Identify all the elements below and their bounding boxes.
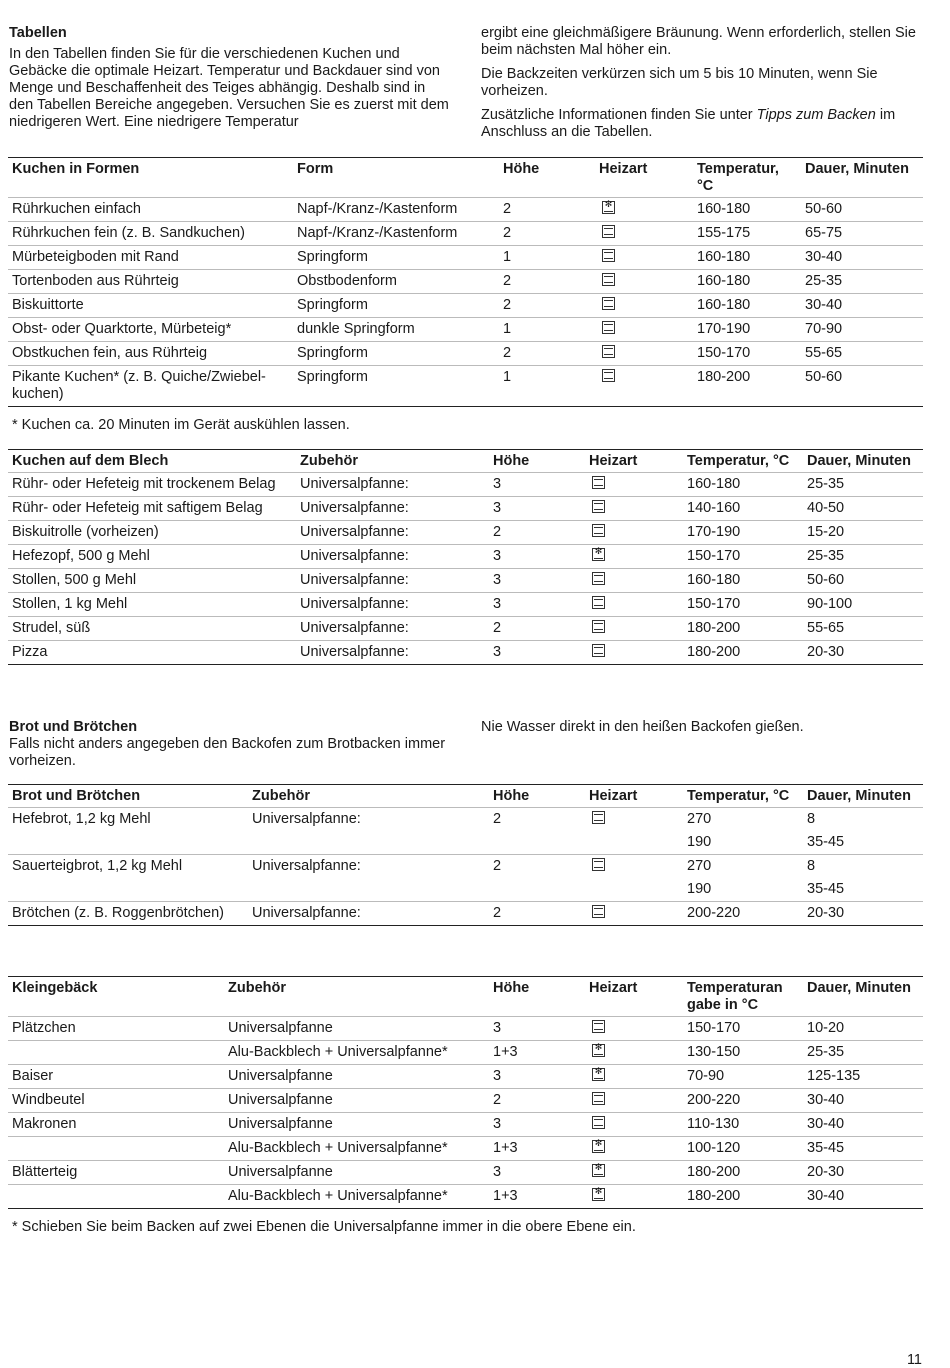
table-row <box>8 1089 923 1113</box>
table-cell-name: Sauerteigbrot, 1,2 kg Mehl <box>12 858 183 874</box>
table-cell-name: Rührkuchen einfach <box>12 201 141 217</box>
table-row <box>8 902 923 926</box>
table-cell-form: Universalpfanne: <box>300 500 409 516</box>
table-cell-temp: 155-175 <box>697 225 751 241</box>
table-cell-temp: 130-150 <box>687 1044 741 1060</box>
table-cell-name: Pizza <box>12 644 48 660</box>
table-kuchen-in-formen <box>8 157 923 407</box>
table-cell-hoehe: 3 <box>493 644 502 660</box>
heating-mode-cell <box>585 831 683 855</box>
intro-preheat-note: Die Backzeiten verkürzen sich um 5 bis 10 Minuten, wenn Sie vorheizen. <box>481 66 878 99</box>
table-cell-name: Blätterteig <box>12 1164 78 1180</box>
column-header: Temperatur, °C <box>687 788 790 804</box>
heating-mode-cell <box>585 808 683 832</box>
page-number: 11 <box>906 1352 922 1368</box>
table-cell-name: Obst- oder Quarktorte, Mürbeteig* <box>12 321 232 337</box>
table-brot-und-broetchen <box>8 784 923 926</box>
column-header: Dauer, Minuten <box>807 788 911 804</box>
table-row <box>8 473 923 497</box>
column-header: Form <box>297 161 334 177</box>
table-cell-form: Napf-/Kranz-/Kastenform <box>297 201 458 217</box>
table-cell-temp: 190 <box>687 881 712 897</box>
top-bottom-heat-icon <box>592 524 605 537</box>
top-bottom-heat-icon <box>592 1092 605 1105</box>
table-cell-dauer: 30-40 <box>807 1116 845 1132</box>
table-row <box>8 641 923 665</box>
table-cell-name <box>8 1185 224 1209</box>
table-header-row <box>8 977 923 1017</box>
table-row <box>8 198 923 222</box>
top-bottom-heat-icon <box>602 297 615 310</box>
table-cell-form: Universalpfanne: <box>252 905 361 921</box>
table-cell-hoehe: 2 <box>493 858 502 874</box>
column-header: Dauer, Minuten <box>805 161 909 177</box>
column-header: Temperatur, °C <box>697 161 779 194</box>
table-cell-name: Tortenboden aus Rührteig <box>12 273 179 289</box>
hot-air-fan-icon <box>602 201 615 214</box>
table-cell-dauer: 25-35 <box>805 273 843 289</box>
top-bottom-heat-icon <box>602 321 615 334</box>
table-cell-temp: 180-200 <box>687 1164 741 1180</box>
table-cell-name: Mürbeteigboden mit Rand <box>12 249 179 265</box>
table-cell-form: Universalpfanne <box>228 1068 333 1084</box>
table-cell-temp: 160-180 <box>687 476 741 492</box>
table-cell-hoehe: 2 <box>493 1092 502 1108</box>
table-cell-form: Springform <box>297 297 368 313</box>
column-header: Kleingebäck <box>12 980 98 996</box>
section-heading-brot: Brot und Brötchen <box>9 719 138 735</box>
table-row <box>8 1113 923 1137</box>
table-cell-temp: 170-190 <box>697 321 751 337</box>
table-cell-temp: 270 <box>687 811 712 827</box>
intro-more-info: Zusätzliche Informationen finden Sie unter Tipps zum Backen im Anschluss an die Tabellen. <box>481 107 896 140</box>
table-cell-form: Universalpfanne: <box>300 572 409 588</box>
table-cell-form: Springform <box>297 249 368 265</box>
table-cell-dauer: 50-60 <box>805 369 843 385</box>
table-cell-hoehe: 3 <box>493 548 502 564</box>
table-cell-form: Universalpfanne <box>228 1092 333 1108</box>
table-cell-hoehe: 2 <box>493 620 502 636</box>
table-cell-name: Obstkuchen fein, aus Rührteig <box>12 345 208 361</box>
table-row <box>8 1041 923 1065</box>
column-header: Zubehör <box>300 453 358 469</box>
top-bottom-heat-icon <box>602 369 615 382</box>
table-cell-dauer: 65-75 <box>805 225 843 241</box>
table-cell-form: Universalpfanne: <box>300 476 409 492</box>
table-row <box>8 318 923 342</box>
intro-left-column <box>9 25 449 138</box>
top-bottom-heat-icon <box>602 345 615 358</box>
table-cell-form: Universalpfanne: <box>300 548 409 564</box>
table-cell-hoehe: 1 <box>503 369 512 385</box>
hot-air-fan-icon <box>592 1068 605 1081</box>
table-cell-name: Strudel, süß <box>12 620 91 636</box>
table-cell-dauer: 55-65 <box>805 345 843 361</box>
table-row <box>8 497 923 521</box>
heating-mode-cell <box>585 1113 683 1137</box>
table-cell-temp: 160-180 <box>697 249 751 265</box>
top-bottom-heat-icon <box>592 620 605 633</box>
column-header: Kuchen in Formen <box>12 161 140 177</box>
table-cell-dauer: 8 <box>807 811 816 827</box>
table-cell-dauer: 30-40 <box>805 297 843 313</box>
table-header-row <box>8 450 923 473</box>
heating-mode-cell <box>585 545 683 569</box>
table-cell-dauer: 125-135 <box>807 1068 861 1084</box>
table-cell-dauer: 40-50 <box>807 500 845 516</box>
table-cell-name: Rühr- oder Hefeteig mit saftigem Belag <box>12 500 263 516</box>
table-cell-name <box>8 878 248 902</box>
heating-mode-cell <box>595 198 693 222</box>
top-bottom-heat-icon <box>602 249 615 262</box>
heating-mode-cell <box>585 521 683 545</box>
table-cell-temp: 180-200 <box>697 369 751 385</box>
column-header: Höhe <box>503 161 540 177</box>
table-cell-dauer: 10-20 <box>807 1020 845 1036</box>
heating-mode-cell <box>595 318 693 342</box>
table-cell-name: Baiser <box>12 1068 54 1084</box>
table-cell-temp: 160-180 <box>697 201 751 217</box>
table-cell-temp: 150-170 <box>687 1020 741 1036</box>
table-cell-dauer: 70-90 <box>805 321 843 337</box>
heating-mode-cell <box>585 641 683 665</box>
heating-mode-cell <box>585 1089 683 1113</box>
table-row <box>8 545 923 569</box>
heating-mode-cell <box>585 1161 683 1185</box>
table-cell-name: Windbeutel <box>12 1092 85 1108</box>
hot-air-fan-icon <box>592 548 605 561</box>
table-cell-name: Stollen, 500 g Mehl <box>12 572 137 588</box>
hot-air-fan-icon <box>592 1188 605 1201</box>
table-cell-hoehe: 2 <box>503 345 512 361</box>
table-cell-dauer: 35-45 <box>807 834 845 850</box>
heating-mode-cell <box>595 270 693 294</box>
table-row <box>8 270 923 294</box>
table-row <box>8 1185 923 1209</box>
table-cell-hoehe: 1+3 <box>493 1188 518 1204</box>
table-kleingebaeck <box>8 976 923 1209</box>
column-header: Heizart <box>589 980 638 996</box>
heating-mode-cell <box>595 222 693 246</box>
table-cell-form <box>248 831 489 855</box>
table-cell-name: Biskuittorte <box>12 297 84 313</box>
heating-mode-cell <box>585 473 683 497</box>
table-cell-dauer: 50-60 <box>805 201 843 217</box>
table-cell-form: Alu-Backblech + Universalpfanne* <box>228 1188 448 1204</box>
heating-mode-cell <box>595 294 693 318</box>
table-cell-form: dunkle Springform <box>297 321 415 337</box>
top-bottom-heat-icon <box>592 1116 605 1129</box>
heating-mode-cell <box>585 878 683 902</box>
heating-mode-cell <box>585 497 683 521</box>
table-cell-temp: 110-130 <box>687 1116 740 1132</box>
intro-paragraph-continued: ergibt eine gleichmäßigere Bräunung. Wenn erforderlich, stellen Sie beim nächsten Mal höher ein. <box>481 25 916 58</box>
table-cell-form: Alu-Backblech + Universalpfanne* <box>228 1140 448 1156</box>
heating-mode-cell <box>585 1017 683 1041</box>
bread-warning-text: Nie Wasser direkt in den heißen Backofen gießen. <box>481 719 804 735</box>
table-cell-dauer: 55-65 <box>807 620 845 636</box>
table-cell-temp: 270 <box>687 858 712 874</box>
top-bottom-heat-icon <box>592 811 605 824</box>
heating-mode-cell <box>585 902 683 926</box>
table-cell-form: Springform <box>297 369 368 385</box>
heating-mode-cell <box>585 1041 683 1065</box>
table-cell-temp: 180-200 <box>687 620 741 636</box>
table-cell-dauer: 15-20 <box>807 524 845 540</box>
table-cell-name <box>8 1137 224 1161</box>
footnote-kleingebaeck: * Schieben Sie beim Backen auf zwei Ebenen die Universalpfanne immer in die obere Ebene ein. <box>12 1219 636 1235</box>
table-row <box>8 1137 923 1161</box>
table-cell-temp: 150-170 <box>697 345 751 361</box>
column-header: Höhe <box>493 980 530 996</box>
table-cell-name: Biskuitrolle (vorheizen) <box>12 524 159 540</box>
table-cell-name: Pikante Kuchen* (z. B. Quiche/Zwiebel-kuchen) <box>12 369 266 402</box>
table-cell-dauer: 25-35 <box>807 1044 845 1060</box>
table-cell-hoehe <box>489 831 585 855</box>
hot-air-fan-icon <box>592 1140 605 1153</box>
column-header: Dauer, Minuten <box>807 453 911 469</box>
table-cell-form: Obstbodenform <box>297 273 397 289</box>
bread-intro-right <box>481 719 926 743</box>
table-cell-hoehe: 2 <box>503 225 512 241</box>
top-bottom-heat-icon <box>602 225 615 238</box>
intro-right-column <box>481 25 926 148</box>
column-header: Dauer, Minuten <box>807 980 911 996</box>
table-row <box>8 1065 923 1089</box>
column-header: Höhe <box>493 788 530 804</box>
table-row <box>8 366 923 407</box>
table-cell-dauer: 30-40 <box>807 1092 845 1108</box>
column-header: Kuchen auf dem Blech <box>12 453 169 469</box>
table-row <box>8 294 923 318</box>
table-row <box>8 1017 923 1041</box>
table-row <box>8 878 923 902</box>
heating-mode-cell <box>585 855 683 879</box>
table-cell-dauer: 30-40 <box>805 249 843 265</box>
table-cell-hoehe: 1+3 <box>493 1044 518 1060</box>
table-cell-form: Universalpfanne: <box>300 524 409 540</box>
table-cell-name <box>8 831 248 855</box>
top-bottom-heat-icon <box>602 273 615 286</box>
table-cell-form: Universalpfanne: <box>300 620 409 636</box>
table-cell-temp: 160-180 <box>687 572 741 588</box>
table-cell-dauer: 90-100 <box>807 596 853 612</box>
column-header: Heizart <box>589 453 638 469</box>
table-cell-hoehe: 3 <box>493 500 502 516</box>
table-cell-dauer: 25-35 <box>807 548 845 564</box>
table-cell-form: Universalpfanne: <box>252 858 361 874</box>
table-cell-name: Hefezopf, 500 g Mehl <box>12 548 150 564</box>
table-cell-form <box>248 878 489 902</box>
table-cell-hoehe: 1 <box>503 321 512 337</box>
table-cell-hoehe: 2 <box>503 273 512 289</box>
table-row <box>8 808 923 832</box>
table-cell-hoehe: 3 <box>493 1116 502 1132</box>
table-cell-form: Napf-/Kranz-/Kastenform <box>297 225 458 241</box>
section-heading-tabellen: Tabellen <box>9 25 67 41</box>
table-cell-name: Plätzchen <box>12 1020 76 1036</box>
footnote-kuchen: * Kuchen ca. 20 Minuten im Gerät auskühlen lassen. <box>12 417 350 433</box>
table-cell-hoehe: 2 <box>493 811 502 827</box>
table-cell-dauer: 35-45 <box>807 881 845 897</box>
table-cell-form: Springform <box>297 345 368 361</box>
table-cell-temp: 200-220 <box>687 1092 741 1108</box>
table-cell-temp: 170-190 <box>687 524 741 540</box>
table-cell-hoehe: 3 <box>493 476 502 492</box>
table-row <box>8 222 923 246</box>
table-cell-temp: 100-120 <box>687 1140 741 1156</box>
bread-intro-left <box>9 719 449 777</box>
table-cell-name: Stollen, 1 kg Mehl <box>12 596 128 612</box>
table-cell-form: Universalpfanne <box>228 1020 333 1036</box>
table-cell-hoehe: 2 <box>493 905 502 921</box>
table-row <box>8 246 923 270</box>
table-cell-name: Hefebrot, 1,2 kg Mehl <box>12 811 151 827</box>
table-cell-temp: 150-170 <box>687 596 741 612</box>
table-cell-form: Universalpfanne: <box>300 596 409 612</box>
table-cell-temp: 160-180 <box>697 273 751 289</box>
table-cell-dauer: 20-30 <box>807 905 845 921</box>
top-bottom-heat-icon <box>592 644 605 657</box>
table-cell-hoehe: 3 <box>493 1020 502 1036</box>
table-cell-temp: 190 <box>687 834 712 850</box>
table-row <box>8 342 923 366</box>
table-row <box>8 521 923 545</box>
table-row <box>8 1161 923 1185</box>
table-row <box>8 569 923 593</box>
table-cell-dauer: 20-30 <box>807 1164 845 1180</box>
column-header: Temperatur, °C <box>687 453 790 469</box>
table-cell-form: Universalpfanne: <box>252 811 361 827</box>
top-bottom-heat-icon <box>592 476 605 489</box>
heating-mode-cell <box>585 1065 683 1089</box>
table-cell-hoehe: 1+3 <box>493 1140 518 1156</box>
heating-mode-cell <box>595 246 693 270</box>
table-cell-temp: 140-160 <box>687 500 741 516</box>
table-cell-dauer: 50-60 <box>807 572 845 588</box>
table-cell-temp: 180-200 <box>687 644 741 660</box>
table-cell-dauer: 30-40 <box>807 1188 845 1204</box>
table-cell-temp: 180-200 <box>687 1188 741 1204</box>
top-bottom-heat-icon <box>592 905 605 918</box>
table-cell-dauer: 20-30 <box>807 644 845 660</box>
table-cell-name: Rührkuchen fein (z. B. Sandkuchen) <box>12 225 245 241</box>
column-header: Temperaturan gabe in °C <box>687 980 783 1013</box>
column-header: Zubehör <box>228 980 286 996</box>
table-cell-name <box>8 1041 224 1065</box>
table-cell-hoehe: 3 <box>493 1164 502 1180</box>
heating-mode-cell <box>595 342 693 366</box>
table-cell-form: Universalpfanne <box>228 1164 333 1180</box>
top-bottom-heat-icon <box>592 572 605 585</box>
table-row <box>8 831 923 855</box>
table-cell-hoehe: 3 <box>493 572 502 588</box>
table-row <box>8 855 923 879</box>
table-cell-form: Universalpfanne <box>228 1116 333 1132</box>
heating-mode-cell <box>595 366 693 407</box>
top-bottom-heat-icon <box>592 858 605 871</box>
table-cell-form: Alu-Backblech + Universalpfanne* <box>228 1044 448 1060</box>
table-cell-dauer: 8 <box>807 858 816 874</box>
table-row <box>8 593 923 617</box>
top-bottom-heat-icon <box>592 500 605 513</box>
table-cell-temp: 150-170 <box>687 548 741 564</box>
table-kuchen-auf-dem-blech <box>8 449 923 665</box>
table-cell-form: Universalpfanne: <box>300 644 409 660</box>
table-cell-name: Makronen <box>12 1116 77 1132</box>
table-row <box>8 617 923 641</box>
heating-mode-cell <box>585 1185 683 1209</box>
table-cell-name: Brötchen (z. B. Roggenbrötchen) <box>12 905 224 921</box>
table-cell-temp: 70-90 <box>687 1068 725 1084</box>
table-cell-hoehe: 2 <box>493 524 502 540</box>
top-bottom-heat-icon <box>592 1020 605 1033</box>
intro-paragraph: In den Tabellen finden Sie für die verschiedenen Kuchen und Gebäcke die optimale Heizart. Temperatur und Backdauer sind von Menge und Beschaffenheit des Teiges abhängig. Deshalb sind in den Tabellen Bereiche angegeben. Versuchen Sie es zuerst mit dem niedrigeren Wert. Eine niedrigere Temperatur <box>9 46 449 130</box>
table-cell-hoehe: 1 <box>503 249 512 265</box>
heating-mode-cell <box>585 1137 683 1161</box>
table-cell-hoehe: 2 <box>503 201 512 217</box>
column-header: Heizart <box>599 161 648 177</box>
hot-air-fan-icon <box>592 1044 605 1057</box>
table-cell-hoehe: 3 <box>493 596 502 612</box>
table-cell-hoehe: 2 <box>503 297 512 313</box>
bread-intro-text: Falls nicht anders angegeben den Backofen zum Brotbacken immer vorheizen. <box>9 736 446 769</box>
table-header-row <box>8 158 923 198</box>
table-cell-temp: 200-220 <box>687 905 741 921</box>
column-header: Zubehör <box>252 788 310 804</box>
heating-mode-cell <box>585 617 683 641</box>
column-header: Heizart <box>589 788 638 804</box>
column-header: Höhe <box>493 453 530 469</box>
table-cell-dauer: 35-45 <box>807 1140 845 1156</box>
tips-reference: Tipps zum Backen <box>756 107 876 123</box>
table-header-row <box>8 785 923 808</box>
top-bottom-heat-icon <box>592 596 605 609</box>
table-cell-hoehe: 3 <box>493 1068 502 1084</box>
heating-mode-cell <box>585 569 683 593</box>
heating-mode-cell <box>585 593 683 617</box>
column-header: Brot und Brötchen <box>12 788 141 804</box>
table-cell-hoehe <box>489 878 585 902</box>
table-cell-dauer: 25-35 <box>807 476 845 492</box>
hot-air-fan-icon <box>592 1164 605 1177</box>
table-cell-name: Rühr- oder Hefeteig mit trockenem Belag <box>12 476 276 492</box>
table-cell-temp: 160-180 <box>697 297 751 313</box>
